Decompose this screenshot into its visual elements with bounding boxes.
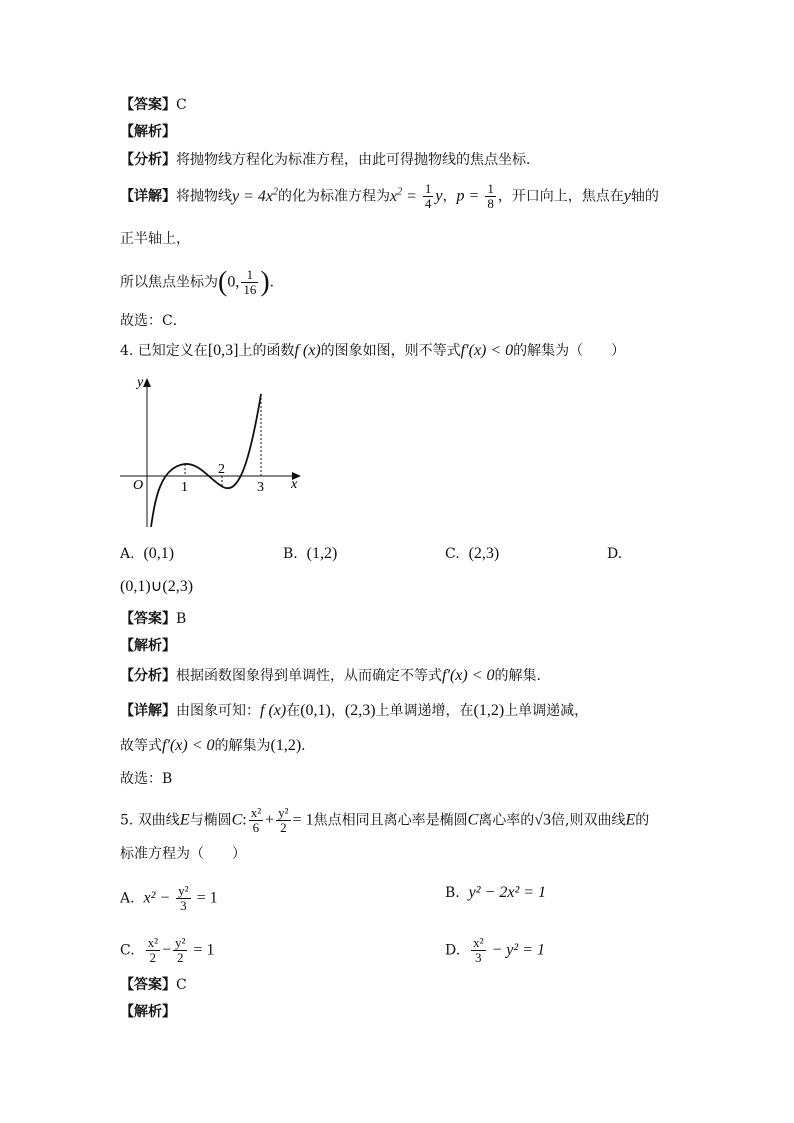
q3-answer-line <box>120 96 187 114</box>
q4-option-a: A. (0,1) <box>120 545 175 562</box>
fraction: $\frac{\text{y²}}{3}$ <box>178 883 189 913</box>
q3-choose: 故选：C． <box>120 313 187 329</box>
equation: $y = 4x^2$ <box>232 186 278 205</box>
q3-xiangjie-line2: 正半轴上， <box>120 231 190 247</box>
q4-choose: 故选：B <box>120 771 173 787</box>
q5-option-d: D. $\frac{\text{x²}}{3}$ − y² = 1 <box>445 935 545 965</box>
y-axis <box>143 378 151 527</box>
xiangjie-tag: 【详解】 <box>120 188 176 205</box>
q4-stem: 4. 已知定义在[0,3]上的函数f (x)的图象如图，则不等式f′(x) < 0的解集为（ ） <box>120 342 626 359</box>
q4-result-line: 故等式f′(x) < 0的解集为(1,2). <box>120 737 306 754</box>
fraction: $\frac{1}{16}$ <box>243 267 257 297</box>
x-axis-label: x <box>291 477 298 492</box>
q4-option-c: C. (2,3) <box>445 545 500 562</box>
q3-analysis-tag: 【解析】 <box>120 124 176 140</box>
q3-focus-line: 所以焦点坐标为(0, $\frac{1}{16}$ )． <box>120 266 284 298</box>
fraction: $\frac{\text{y²}}{2}$ <box>278 805 289 835</box>
answer-tag: 【答案】 <box>120 97 176 113</box>
fraction: $\frac{1}{4}$ <box>424 181 432 211</box>
q5-answer-line: 【答案】C <box>120 977 187 993</box>
tick-label-3: 3 <box>257 480 264 495</box>
function-graph <box>115 372 305 532</box>
fraction: $\frac{\text{x²}}{6}$ <box>250 805 262 835</box>
q5-analysis-tag: 【解析】 <box>120 1004 176 1020</box>
q5-option-a: A. x² − $\frac{\text{y²}}{3}$ = 1 <box>120 883 218 913</box>
q4-xiangjie-line: 【详解】由图象可知：f (x)在(0,1)，(2,3)上单调递增，在(1,2)上单调递减， <box>120 702 589 719</box>
fenxi-tag: 【分析】 <box>120 152 176 168</box>
q4-analysis-tag: 【解析】 <box>120 638 176 654</box>
y-axis-label: y <box>137 375 144 390</box>
q3-fenxi-line <box>120 151 540 169</box>
q4-option-b: B. (1,2) <box>283 545 338 562</box>
q3-xiangjie-line: 【详解】将抛物线$y = 4x^2$的化为标准方程为$x^2$ = $\frac{1}{4}$ y，p = $\frac{1}{8}$ ，开口向上，焦点在y轴的 <box>120 181 659 211</box>
q4-fenxi-line: 【分析】根据函数图象得到单调性，从而确定不等式f′(x) < 0的解集. <box>120 667 541 684</box>
fraction: $\frac{\text{x²}}{3}$ <box>473 935 484 965</box>
tick-label-1: 1 <box>181 480 188 495</box>
equation: $x^2$ = <box>390 186 421 205</box>
tick-label-2: 2 <box>218 462 225 477</box>
q4-option-d-value: (0,1)∪(2,3) <box>120 578 194 595</box>
answer-value: C <box>176 97 187 113</box>
fraction: $\frac{\text{y²}}{2}$ <box>175 935 186 965</box>
q5-option-c: C. $\frac{\text{x²}}{2}$ − $\frac{\text{y²}}{2}$ = 1 <box>120 935 215 965</box>
q4-option-d: D. <box>607 546 623 562</box>
fenxi-text: 将抛物线方程化为标准方程，由此可得抛物线的焦点坐标． <box>176 152 540 168</box>
origin-label: O <box>133 478 144 493</box>
function-curve <box>151 394 261 527</box>
q5-option-b: B. y² − 2x² = 1 <box>445 884 547 901</box>
fraction: $\frac{\text{x²}}{2}$ <box>147 935 158 965</box>
q5-stem: 5. 双曲线E与椭圆C: $\frac{\text{x²}}{6}$ + $\frac{\text{y²}}{2}$ = 1焦点相同且离心率是椭圆C离心率的√3倍,则双曲线E的 <box>120 805 650 835</box>
q4-answer-line: 【答案】B <box>120 611 187 627</box>
q5-stem-line2: 标准方程为（ ） <box>120 846 246 862</box>
fraction: $\frac{1}{8}$ <box>487 181 494 211</box>
